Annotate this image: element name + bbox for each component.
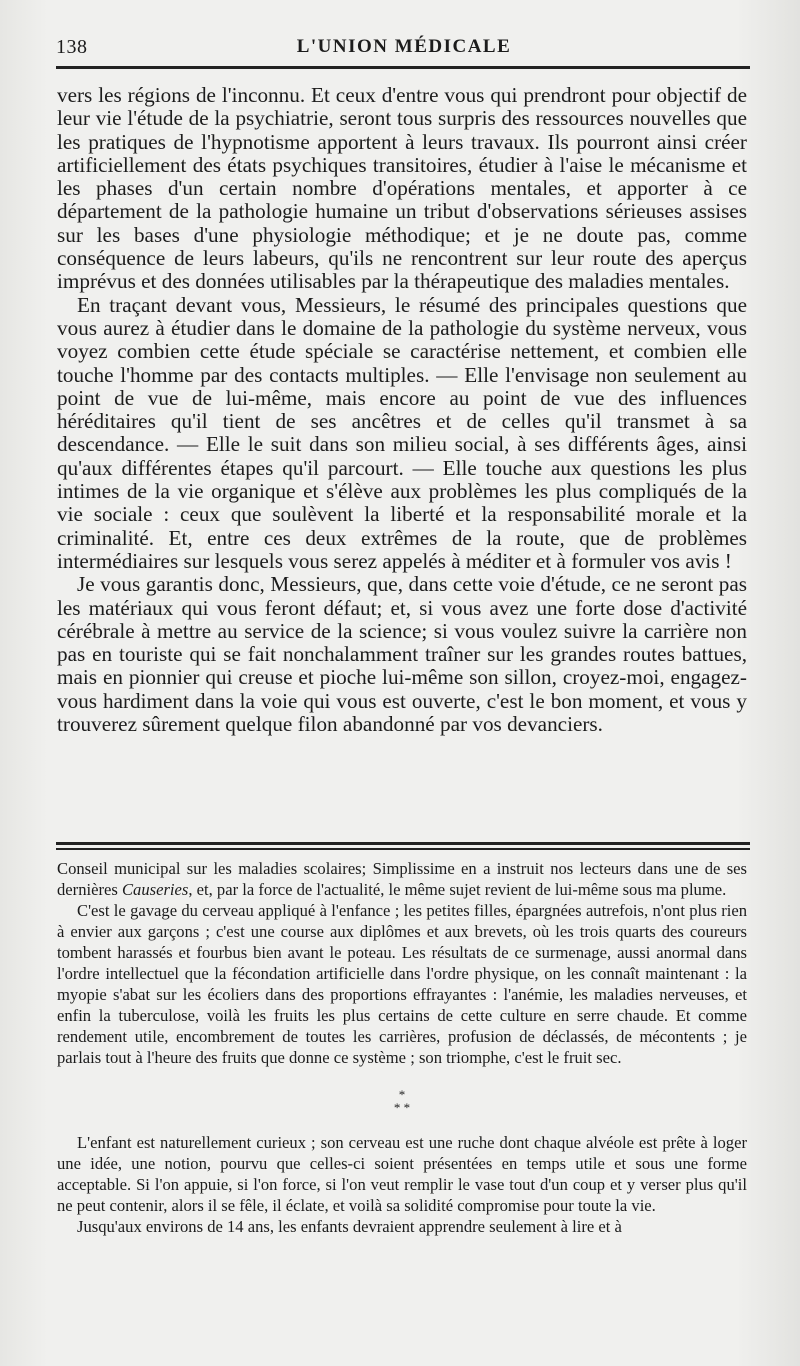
feuilleton-paragraph: C'est le gavage du cerveau appliqué à l'enfance ; les petites filles, épargnées autrefois, n'ont plus rien à envier aux garçons ; c'est une course aux diplômes et aux brevets, où les trois quarts des coureurs tombent harassés et fourbus bien avant le poteau. Les résultats de ce surmenage, aussi anormal dans l'ordre intellectuel que la fécondation artificielle dans l'ordre physique, on les connaît maintenant : la myopie s'abat sur les écoliers dans des proportions effrayantes : l'anémie, les maladies nerveuses, et enfin la tuberculose, voilà les fruits les plus certains de cette culture en serre chaude. Et comme rendement utile, encombrement de toutes les carrières, profusion de déclassés, de mécontents ; je parlais tout à l'heure des fruits que donne ce système ; son triomphe, c'est le fruit sec. (57, 901, 747, 1067)
running-title: L'UNION MÉDICALE (296, 36, 512, 57)
intro-text-suffix: , et, par la force de l'actualité, le même sujet revient de lui-même sous ma plume. (188, 880, 727, 899)
article-paragraph: Je vous garantis donc, Messieurs, que, dans cette voie d'étude, ce ne seront pas les matériaux qui vous feront défaut; et, si vous avez une forte dose d'activité cérébrale à mettre au service de la science; si vous voulez suivre la carrière non pas en touriste qui se fait nonchalamment traîner sur les grandes routes battues, mais en pionnier qui creuse et pioche lui-même son sillon, croyez-moi, engagez-vous hardiment dans la voie qui vous est ouverte, c'est le bon moment, et vous y trouverez sûrement quelque filon abandonné par vos devanciers. (57, 572, 747, 737)
feuilleton-paragraph: Jusqu'aux environs de 14 ans, les enfants devraient apprendre seulement à lire et à (77, 1217, 622, 1236)
feuilleton-intro (57, 858, 747, 900)
feuilleton-section (57, 858, 747, 1237)
asterism-top: * (398, 1087, 406, 1102)
article-paragraph: En traçant devant vous, Messieurs, le résumé des principales questions que vous aurez à étudier dans le domaine de la pathologie du système nerveux, vous voyez combien cette étude spéciale se caractérise nettement, et combien elle touche l'homme par des contacts multiples. — Elle l'envisage non seulement au point de vue de lui-même, mais encore au point de vue des influences héréditaires qu'il tient de ses ancêtres et de celles qu'il transmet à sa descendance. — Elle le suit dans son milieu social, à ses différents âges, ainsi qu'aux différentes étapes qu'il parcourt. — Elle touche aux questions les plus intimes de la vie organique et s'élève aux problèmes les plus compliqués de la vie sociale : ceux que soulèvent la liberté et la responsabilité morale et la criminalité. Et, entre ces deux extrêmes de la route, que de problèmes intermédiaires sur lesquels vous serez appelés à méditer et à formuler vos avis ! (57, 292, 747, 573)
main-article-body (57, 84, 747, 736)
causeries-italic: Causeries (121, 880, 189, 899)
asterism-bottom: * * (393, 1100, 411, 1115)
page-header (56, 36, 752, 62)
article-paragraph: vers les régions de l'inconnu. Et ceux d'entre vous qui prendront pour objectif de leur vie l'étude de la psychiatrie, seront tous surpris des ressources nouvelles que les pratiques de l'hypnotisme apportent à leurs travaux. Ils pourront ainsi créer artificiellement des états psychiques transitoires, étudier à l'aise le mécanisme et les phases d'un certain nombre d'opérations mentales, et apporter à ce département de la pathologie humaine un tribut d'observations sérieuses assises sur les bases d'une physiologie méthodique; et je ne doute pas, comme conséquence de leurs labeurs, qu'ils ne rencontrent sur leur route des aperçus imprévus et des données utilisables par la thérapeutique des maladies mentales. (57, 83, 747, 294)
feuilleton-separator-thick (56, 842, 750, 845)
asterism-divider (57, 1088, 747, 1114)
feuilleton-paragraph: L'enfant est naturellement curieux ; son cerveau est une ruche dont chaque alvéole est prête à loger une idée, une notion, pourvu que celles-ci soient présentées en temps utile et sous une forme acceptable. Si l'on appuie, si l'on force, si l'on veut remplir le vase tout d'un coup et y verser plus qu'il ne peut contenir, alors il se fêle, il éclate, et voilà sa solidité compromise pour toute la vie. (57, 1133, 747, 1215)
feuilleton-separator-thin (56, 848, 750, 850)
header-rule (56, 66, 750, 69)
intro-text-prefix: Conseil municipal sur les maladies scolaires; Simplissime en a instruit nos lecteurs dans une de ses dernières (57, 859, 747, 899)
page-number: 138 (56, 36, 88, 58)
